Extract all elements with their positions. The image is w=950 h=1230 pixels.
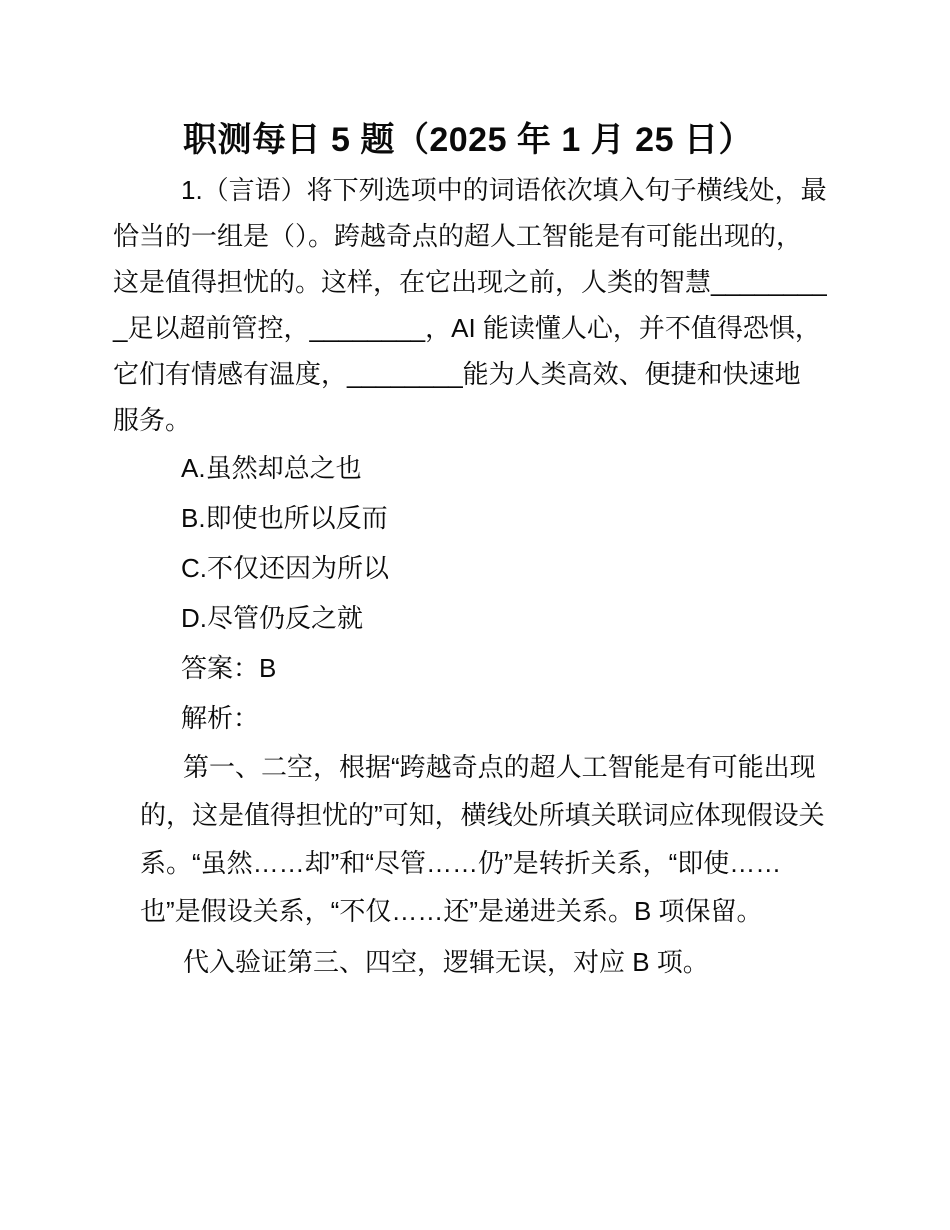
option-a: A.虽然却总之也 xyxy=(181,453,362,483)
page-title: 职测每日 5 题（2025 年 1 月 25 日） xyxy=(183,121,753,159)
analysis-label: 解析： xyxy=(181,703,260,733)
analysis-line: 也”是假设关系，“不仅……还”是递进关系。B 项保留。 xyxy=(140,896,763,926)
question-line: 1.（言语）将下列选项中的词语依次填入句子横线处，最 xyxy=(181,175,827,205)
analysis-paragraph-1 xyxy=(113,743,823,935)
answer-line: 答案：B xyxy=(181,653,277,683)
analysis-line: 系。“虽然……却”和“尽管……仍”是转折关系，“即使…… xyxy=(140,848,782,878)
analysis-line: 的，这是值得担忧的”可知，横线处所填关联词应体现假设关 xyxy=(140,800,825,830)
question-paragraph xyxy=(113,167,827,443)
analysis-line: 第一、二空，根据“跨越奇点的超人工智能是有可能出现 xyxy=(183,752,816,782)
question-line: 这是值得担忧的。这样，在它出现之前，人类的智慧________ xyxy=(113,267,827,297)
option-d: D.尽管仍反之就 xyxy=(181,603,364,633)
option-b: B.即使也所以反而 xyxy=(181,503,388,533)
question-line: _足以超前管控，________，AI 能读懂人心，并不值得恐惧， xyxy=(113,313,821,343)
option-c: C.不仅还因为所以 xyxy=(181,553,390,583)
analysis-paragraph-2 xyxy=(113,938,823,986)
question-line: 恰当的一组是（）。跨越奇点的超人工智能是有可能出现的， xyxy=(113,221,803,251)
analysis-line: 代入验证第三、四空，逻辑无误，对应 B 项。 xyxy=(183,947,709,977)
question-line: 它们有情感有温度，________能为人类高效、便捷和快速地 xyxy=(113,359,801,389)
question-line: 服务。 xyxy=(113,405,192,435)
